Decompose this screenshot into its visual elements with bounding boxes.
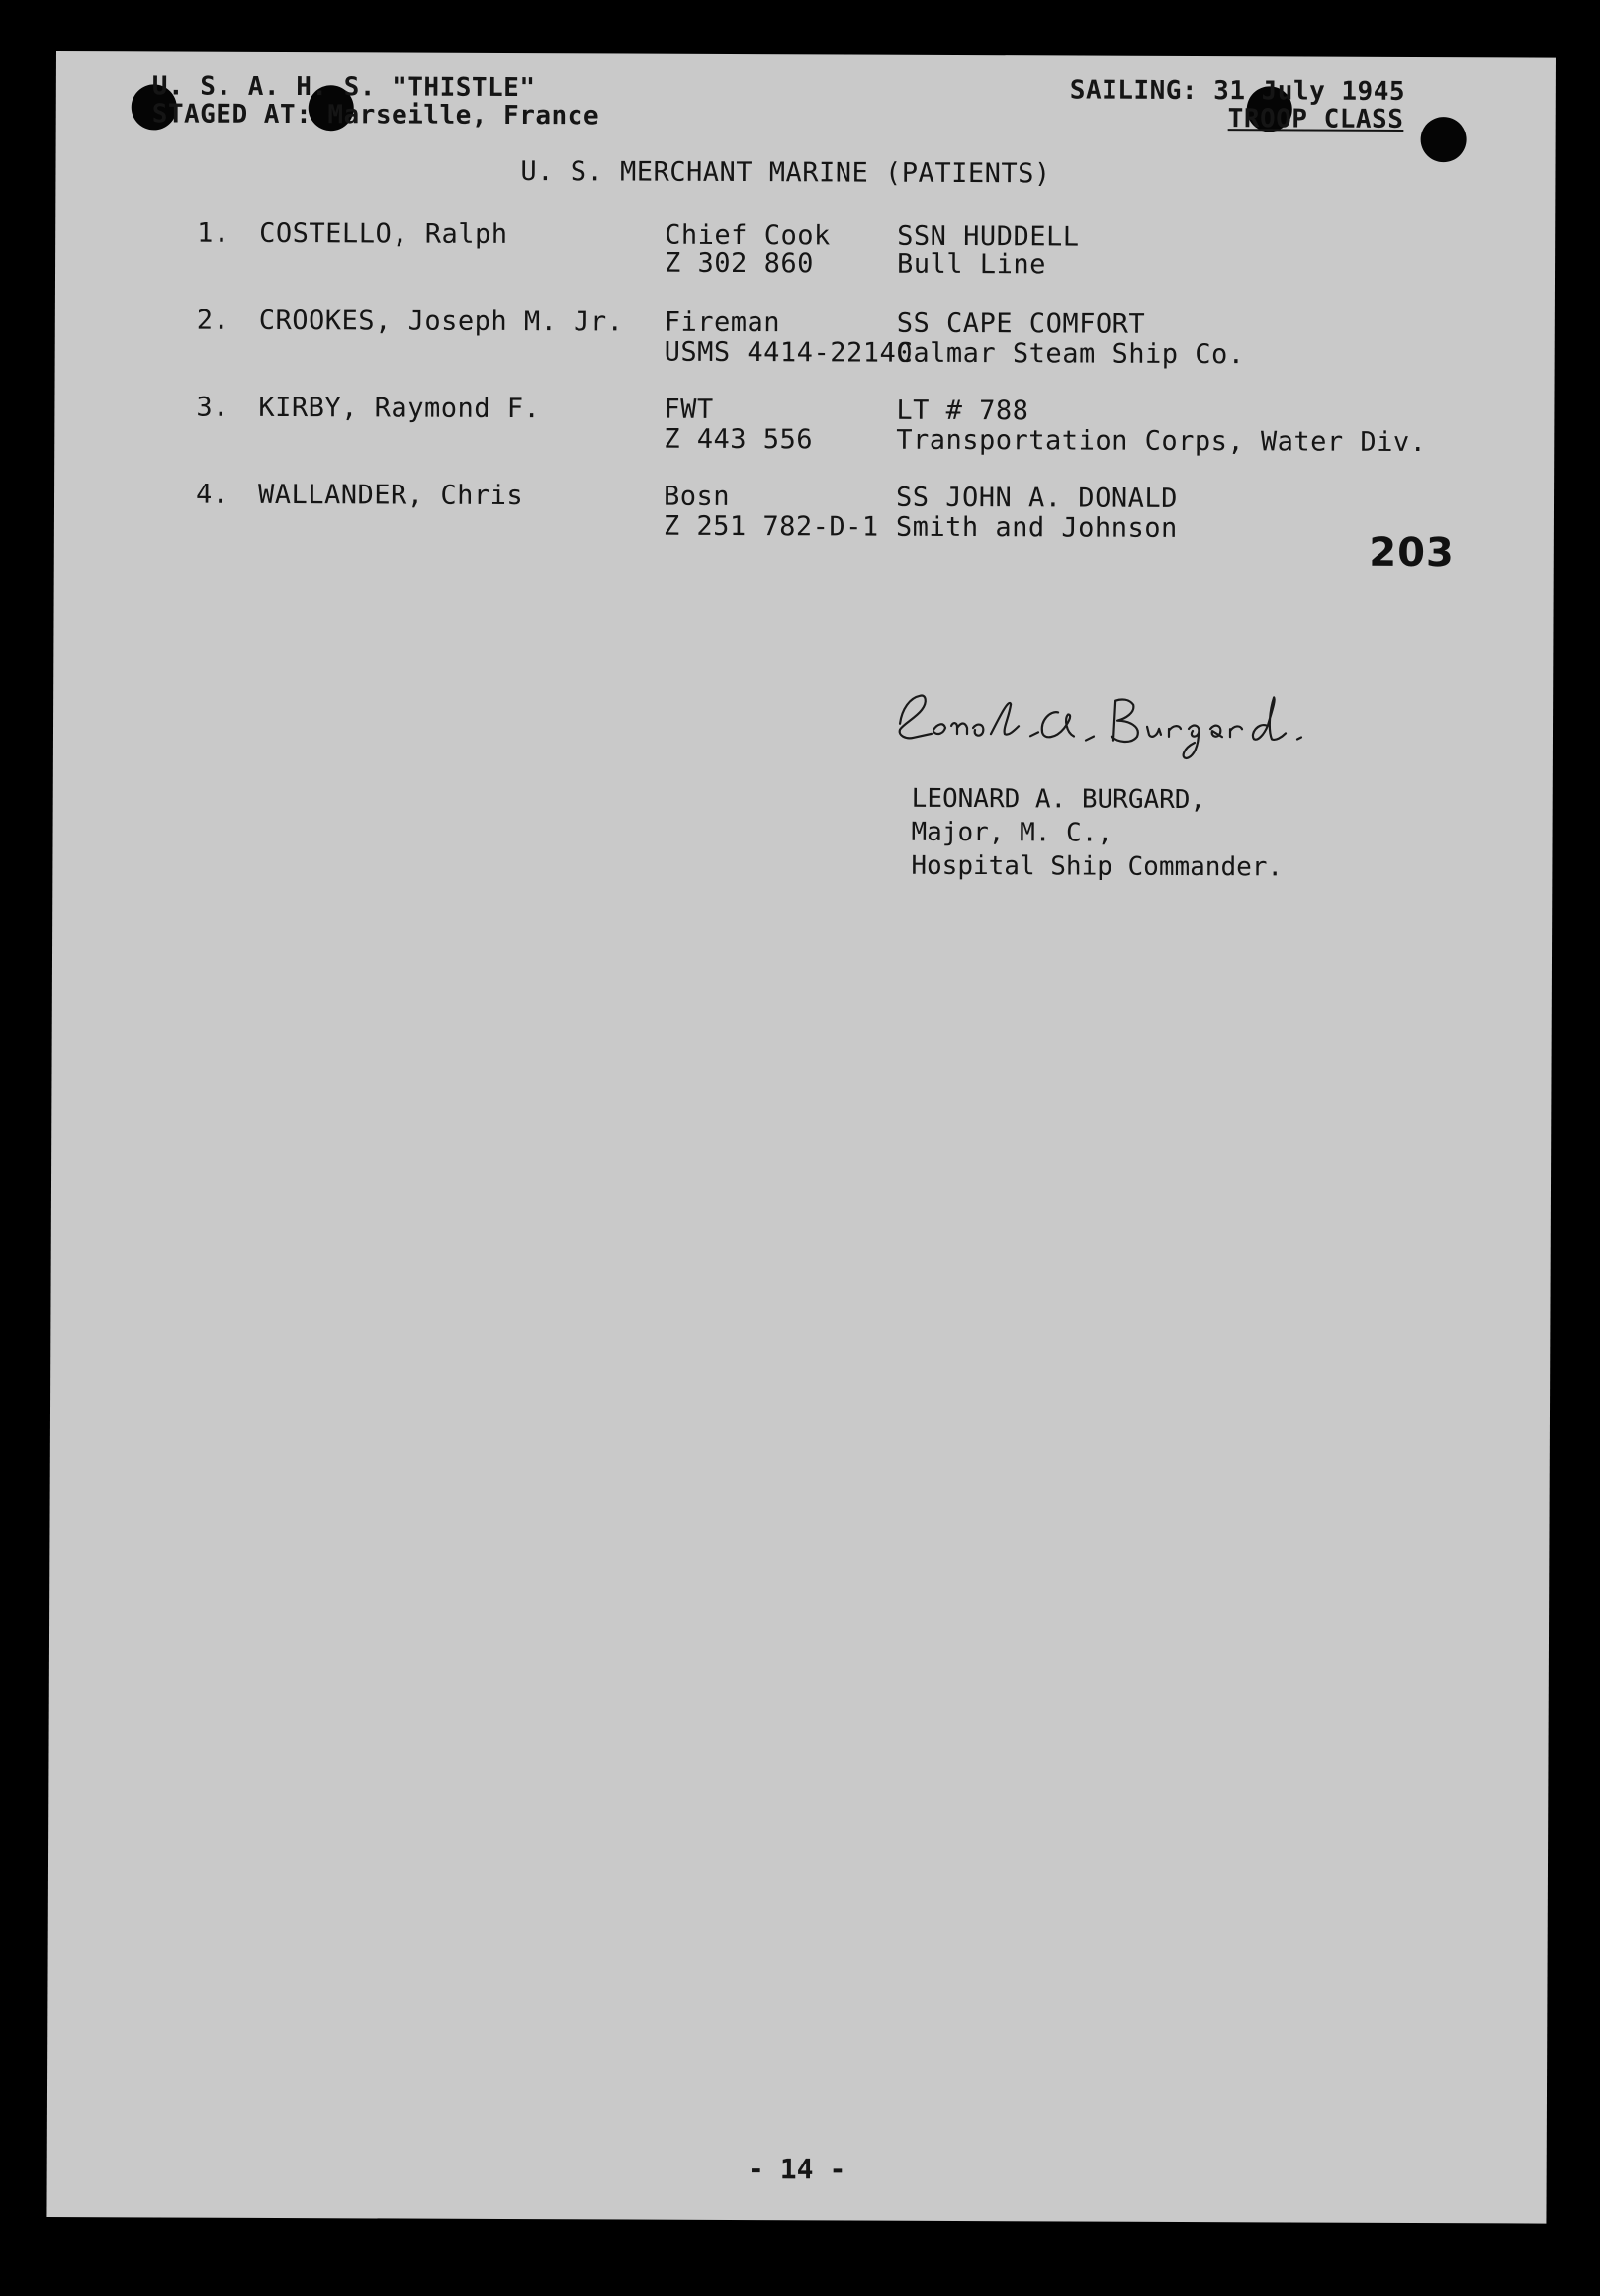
entry-rating: Bosn <box>663 481 731 512</box>
signer-name: LEONARD A. BURGARD, <box>911 783 1206 816</box>
header-ship-name: U. S. A. H. S. "THISTLE" <box>151 71 536 104</box>
entry-name: WALLANDER, Chris <box>257 479 524 512</box>
header-staged-at: STAGED AT: Marseille, France <box>151 99 600 132</box>
entry-vessel: LT # 788 <box>896 395 1029 427</box>
entry-company: Calmar Steam Ship Co. <box>896 337 1245 371</box>
entry-rating: Chief Cook <box>665 220 831 252</box>
entry-company: Bull Line <box>897 248 1046 281</box>
document-page <box>46 51 1556 2224</box>
entry-rating: Fireman <box>664 307 781 339</box>
header-troop-class: TROOP CLASS <box>1227 104 1404 134</box>
entry-rating: FWT <box>664 394 714 425</box>
entry-name: COSTELLO, Ralph <box>259 218 508 250</box>
punch-hole <box>1421 117 1467 162</box>
entry-number: 4. <box>195 479 229 510</box>
stamp-number: 203 <box>1369 529 1455 576</box>
document-title: U. S. MERCHANT MARINE (PATIENTS) <box>520 156 1051 190</box>
entry-vessel: SS JOHN A. DONALD <box>895 482 1178 514</box>
header-sailing: SAILING: 31 July 1945 <box>1069 75 1406 107</box>
entry-id: Z 302 860 <box>665 247 814 280</box>
entry-id: USMS 4414-22140 <box>664 336 914 369</box>
page-footer: - 14 - <box>747 2153 846 2186</box>
signature-block <box>911 782 1283 885</box>
entry-id: Z 251 782-D-1 <box>663 510 879 543</box>
entry-number: 2. <box>196 305 230 336</box>
entry-company: Smith and Johnson <box>895 511 1178 544</box>
entry-vessel: SS CAPE COMFORT <box>896 308 1146 340</box>
entry-vessel: SSN HUDDELL <box>897 221 1080 253</box>
entry-company: Transportation Corps, Water Div. <box>896 424 1427 459</box>
entry-id: Z 443 556 <box>664 423 814 456</box>
handwritten-signature <box>892 684 1347 775</box>
entry-name: KIRBY, Raymond F. <box>258 392 541 425</box>
entry-name: CROOKES, Joseph M. Jr. <box>258 305 624 338</box>
entry-number: 1. <box>197 218 230 249</box>
entry-number: 3. <box>196 392 230 423</box>
page-number: 14 <box>779 2153 814 2186</box>
signer-title: Hospital Ship Commander. <box>911 850 1284 883</box>
signer-rank: Major, M. C., <box>911 817 1113 848</box>
